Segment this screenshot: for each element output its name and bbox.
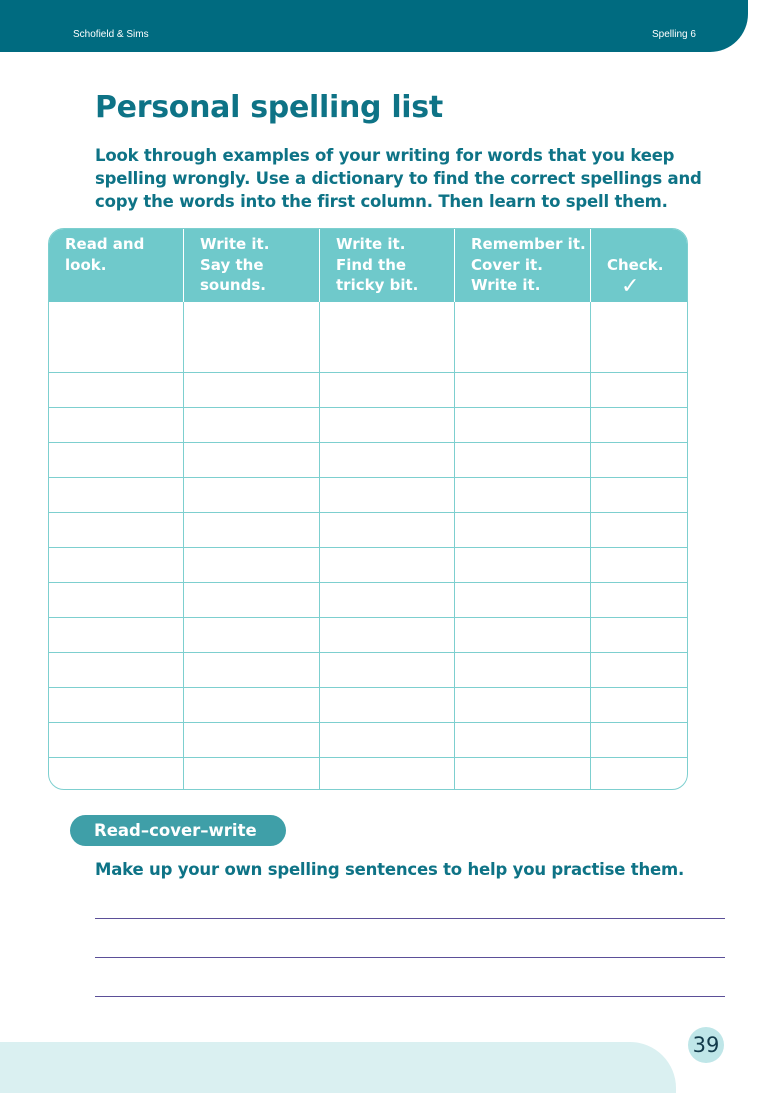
table-cell[interactable]	[591, 443, 687, 477]
table-cell[interactable]	[184, 723, 320, 757]
table-cell[interactable]	[320, 548, 455, 582]
table-row	[49, 337, 687, 372]
table-cell[interactable]	[591, 688, 687, 722]
table-cell[interactable]	[49, 373, 184, 407]
table-row	[49, 477, 687, 512]
writing-line[interactable]	[95, 957, 725, 958]
writing-line[interactable]	[95, 996, 725, 997]
table-cell[interactable]	[184, 618, 320, 652]
table-cell[interactable]	[320, 478, 455, 512]
table-cell[interactable]	[455, 618, 591, 652]
table-cell[interactable]	[591, 618, 687, 652]
table-cell[interactable]	[184, 408, 320, 442]
table-cell[interactable]	[49, 302, 184, 337]
table-row	[49, 687, 687, 722]
table-row	[49, 512, 687, 547]
table-cell[interactable]	[591, 723, 687, 757]
table-cell[interactable]	[49, 513, 184, 547]
table-cell[interactable]	[49, 408, 184, 442]
table-cell[interactable]	[49, 478, 184, 512]
table-cell[interactable]	[320, 583, 455, 617]
table-cell[interactable]	[184, 758, 320, 790]
table-cell[interactable]	[320, 688, 455, 722]
header-check-label: Check.	[607, 255, 664, 274]
table-row	[49, 407, 687, 442]
table-cell[interactable]	[591, 548, 687, 582]
table-header-row	[49, 229, 687, 302]
table-cell[interactable]	[455, 302, 591, 337]
table-cell[interactable]	[455, 513, 591, 547]
series-name: Spelling 6	[652, 29, 696, 40]
table-cell[interactable]	[320, 618, 455, 652]
header-remember-cover-write: Remember it. Cover it. Write it.	[455, 229, 591, 302]
header-write-find: Write it. Find the tricky bit.	[320, 229, 455, 302]
table-cell[interactable]	[49, 443, 184, 477]
table-row	[49, 547, 687, 582]
sentence-prompt: Make up your own spelling sentences to help you practise them.	[95, 860, 685, 879]
publisher-name: Schofield & Sims	[73, 29, 149, 40]
table-cell[interactable]	[49, 688, 184, 722]
table-cell[interactable]	[184, 583, 320, 617]
table-cell[interactable]	[184, 443, 320, 477]
header-read-and-look: Read and look.	[49, 229, 184, 302]
table-cell[interactable]	[455, 443, 591, 477]
table-cell[interactable]	[49, 653, 184, 687]
table-cell[interactable]	[591, 583, 687, 617]
table-cell[interactable]	[455, 478, 591, 512]
table-cell[interactable]	[455, 723, 591, 757]
table-cell[interactable]	[591, 408, 687, 442]
table-cell[interactable]	[591, 302, 687, 337]
spelling-table	[48, 228, 688, 790]
table-cell[interactable]	[320, 408, 455, 442]
table-row	[49, 582, 687, 617]
table-cell[interactable]	[591, 758, 687, 790]
table-cell[interactable]	[320, 723, 455, 757]
table-cell[interactable]	[49, 337, 184, 372]
header-write-say: Write it. Say the sounds.	[184, 229, 320, 302]
section-label: Read–cover–write	[70, 815, 286, 846]
table-cell[interactable]	[320, 302, 455, 337]
table-row	[49, 617, 687, 652]
table-cell[interactable]	[184, 373, 320, 407]
table-row	[49, 372, 687, 407]
table-cell[interactable]	[184, 337, 320, 372]
table-cell[interactable]	[184, 688, 320, 722]
table-row	[49, 442, 687, 477]
footer-band	[0, 1042, 676, 1093]
table-cell[interactable]	[49, 583, 184, 617]
table-row	[49, 652, 687, 687]
table-cell[interactable]	[49, 723, 184, 757]
table-cell[interactable]	[455, 337, 591, 372]
table-cell[interactable]	[184, 478, 320, 512]
table-cell[interactable]	[455, 653, 591, 687]
table-cell[interactable]	[320, 653, 455, 687]
table-cell[interactable]	[320, 758, 455, 790]
table-cell[interactable]	[591, 478, 687, 512]
table-cell[interactable]	[455, 688, 591, 722]
table-cell[interactable]	[320, 373, 455, 407]
table-cell[interactable]	[184, 302, 320, 337]
table-cell[interactable]	[455, 758, 591, 790]
instructions-text: Look through examples of your writing for words that you keep spelling wrongly. Use a dictionary to find the correct spellings and copy the words into the first column. Then learn to spell them.	[95, 146, 702, 211]
table-cell[interactable]	[320, 513, 455, 547]
table-row	[49, 722, 687, 757]
table-cell[interactable]	[184, 513, 320, 547]
table-row	[49, 302, 687, 337]
table-cell[interactable]	[591, 337, 687, 372]
table-cell[interactable]	[184, 653, 320, 687]
check-mark-icon: ✓	[621, 274, 640, 299]
table-cell[interactable]	[591, 513, 687, 547]
header-check	[591, 229, 687, 302]
table-cell[interactable]	[49, 758, 184, 790]
table-row	[49, 757, 687, 790]
table-body	[49, 302, 687, 790]
table-cell[interactable]	[455, 548, 591, 582]
table-cell[interactable]	[455, 408, 591, 442]
page-number: 39	[688, 1027, 724, 1063]
table-cell[interactable]	[455, 373, 591, 407]
table-cell[interactable]	[455, 583, 591, 617]
table-cell[interactable]	[591, 653, 687, 687]
table-cell[interactable]	[320, 337, 455, 372]
table-cell[interactable]	[320, 443, 455, 477]
table-cell[interactable]	[184, 548, 320, 582]
writing-line[interactable]	[95, 918, 725, 919]
table-cell[interactable]	[49, 548, 184, 582]
table-cell[interactable]	[49, 618, 184, 652]
header-bar	[0, 0, 748, 52]
table-cell[interactable]	[591, 373, 687, 407]
page-title: Personal spelling list	[95, 90, 443, 125]
